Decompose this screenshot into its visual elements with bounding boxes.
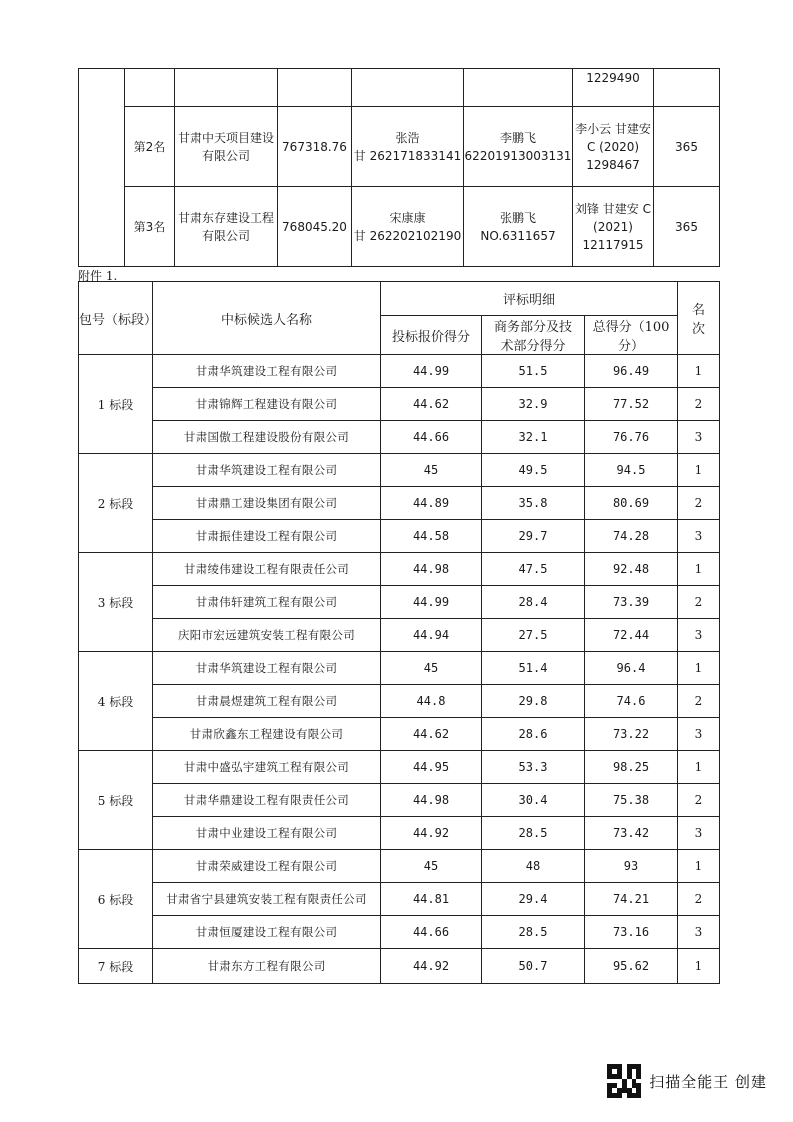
company-cell: 甘肃晨煜建筑工程有限公司 [153,685,381,718]
safety-officer-cell: 李小云 甘建安 C (2020) 1298467 [573,107,654,187]
total-score-cell: 98.25 [585,751,678,784]
bid-score-cell: 44.99 [381,355,482,388]
total-score-cell: 80.69 [585,487,678,520]
table-row [79,421,720,454]
total-score-cell: 95.62 [585,949,678,984]
bid-score-cell: 44.95 [381,751,482,784]
company-cell: 甘肃中盛弘宇建筑工程有限公司 [153,751,381,784]
bid-score-cell: 44.62 [381,388,482,421]
rank-cell: 3 [678,520,720,553]
tech-score-cell: 51.4 [482,652,585,685]
bid-score-cell: 44.99 [381,586,482,619]
bid-score-cell: 44.98 [381,784,482,817]
tech-score-cell: 49.5 [482,454,585,487]
section-label: 4 标段 [79,652,153,751]
score-table-body [79,355,720,984]
tech-score-cell: 28.5 [482,817,585,850]
tech-score-cell: 50.7 [482,949,585,984]
bid-score-cell: 44.98 [381,553,482,586]
rank-cell: 2 [678,685,720,718]
rank-cell: 2 [678,586,720,619]
tech-score-cell: 32.9 [482,388,585,421]
rank-header: 名次 [678,282,720,355]
tech-score-cell: 53.3 [482,751,585,784]
company-cell: 甘肃绫伟建设工程有限责任公司 [153,553,381,586]
rank-cell: 第2名 [125,107,175,187]
section-label: 1 标段 [79,355,153,454]
company-cell: 甘肃中业建设工程有限公司 [153,817,381,850]
table-row [79,718,720,751]
bid-score-cell: 44.66 [381,916,482,949]
total-score-cell: 96.4 [585,652,678,685]
rank-cell: 1 [678,949,720,984]
technical-lead-cell [464,187,573,267]
tech-score-cell: 29.8 [482,685,585,718]
price-cell: 767318.76 [278,107,352,187]
rank-cell [125,69,175,107]
price-cell [278,69,352,107]
tech-score-cell: 28.5 [482,916,585,949]
package-header: 包号（标段） [79,282,153,355]
company-cell: 甘肃华筑建设工程有限公司 [153,454,381,487]
tech-score-header: 商务部分及技术部分得分 [482,316,585,355]
person-name: 宋康康 [389,210,426,225]
bid-score-header: 投标报价得分 [381,316,482,355]
bid-score-cell: 44.58 [381,520,482,553]
table-row [79,355,720,388]
total-score-cell: 94.5 [585,454,678,487]
tech-score-cell: 28.6 [482,718,585,751]
person-cert-id: 62201913003131 [464,148,572,163]
table-row [79,619,720,652]
total-score-cell: 73.39 [585,586,678,619]
qr-code-icon [607,1064,641,1098]
rank-cell: 2 [678,487,720,520]
rank-cell: 1 [678,553,720,586]
rank-cell: 1 [678,850,720,883]
company-cell: 甘肃华筑建设工程有限公司 [153,355,381,388]
table-row [79,586,720,619]
person-cert-id: NO.6311657 [480,228,556,243]
total-score-header: 总得分（100 分） [585,316,678,355]
tech-score-cell: 47.5 [482,553,585,586]
days-cell: 365 [654,107,720,187]
table-row [79,454,720,487]
total-score-cell: 73.42 [585,817,678,850]
bid-score-cell: 45 [381,652,482,685]
tech-score-cell: 27.5 [482,619,585,652]
company-cell: 甘肃东方工程有限公司 [153,949,381,984]
rank-cell: 1 [678,454,720,487]
tech-score-cell: 29.7 [482,520,585,553]
person-cert-id: 甘 262171833141 [353,148,462,163]
days-cell: 365 [654,187,720,267]
company-cell: 甘肃东存建设工程有限公司 [175,187,278,267]
bid-score-cell: 45 [381,454,482,487]
rank-cell: 3 [678,718,720,751]
company-cell: 甘肃省宁县建筑安装工程有限责任公司 [153,883,381,916]
rank-cell: 3 [678,421,720,454]
winning-bidder-detail-table [78,68,720,267]
bid-score-cell: 44.89 [381,487,482,520]
rank-cell: 3 [678,916,720,949]
bid-score-cell: 44.62 [381,718,482,751]
evaluation-score-table [78,281,720,984]
table-row [79,883,720,916]
technical-lead-cell [464,107,573,187]
table-row [79,685,720,718]
rank-cell: 1 [678,652,720,685]
scanner-watermark [607,1064,767,1098]
bid-score-cell: 44.8 [381,685,482,718]
section-label: 7 标段 [79,949,153,984]
tech-score-cell: 30.4 [482,784,585,817]
bid-score-cell: 44.94 [381,619,482,652]
table-row [79,553,720,586]
table-row [79,751,720,784]
rank-cell: 2 [678,883,720,916]
section-label: 2 标段 [79,454,153,553]
total-score-cell: 74.28 [585,520,678,553]
total-score-cell: 75.38 [585,784,678,817]
company-cell: 甘肃荣威建设工程有限公司 [153,850,381,883]
safety-officer-cell: 1229490 [573,69,654,107]
rank-cell: 2 [678,388,720,421]
total-score-cell: 77.52 [585,388,678,421]
table-row [79,652,720,685]
company-cell: 甘肃伟轩建筑工程有限公司 [153,586,381,619]
table-row [79,949,720,984]
company-cell: 甘肃华鼎建设工程有限责任公司 [153,784,381,817]
table-row [79,388,720,421]
rank-cell: 第3名 [125,187,175,267]
company-cell: 甘肃恒厦建设工程有限公司 [153,916,381,949]
section-label: 5 标段 [79,751,153,850]
person-name: 张浩 [395,130,420,145]
total-score-cell: 76.76 [585,421,678,454]
detail-header: 评标明细 [381,282,678,316]
company-cell: 甘肃欣鑫东工程建设有限公司 [153,718,381,751]
company-cell: 庆阳市宏远建筑安装工程有限公司 [153,619,381,652]
section-label: 3 标段 [79,553,153,652]
section-label: 6 标段 [79,850,153,949]
rank-cell: 3 [678,619,720,652]
tech-score-cell: 32.1 [482,421,585,454]
days-cell [654,69,720,107]
total-score-cell: 96.49 [585,355,678,388]
tech-score-cell: 35.8 [482,487,585,520]
rank-cell: 1 [678,751,720,784]
table-row [79,187,720,267]
person-name: 李鹏飞 [499,130,536,145]
table-row [79,487,720,520]
company-cell: 甘肃国傲工程建设股份有限公司 [153,421,381,454]
price-cell: 768045.20 [278,187,352,267]
rank-cell: 3 [678,817,720,850]
bid-score-cell: 44.92 [381,817,482,850]
rank-cell: 1 [678,355,720,388]
total-score-cell: 73.22 [585,718,678,751]
company-cell [175,69,278,107]
total-score-cell: 92.48 [585,553,678,586]
table-row [79,850,720,883]
project-manager-cell [352,107,464,187]
safety-officer-cell: 刘锋 甘建安 C (2021) 12117915 [573,187,654,267]
person-name: 张鹏飞 [499,210,536,225]
company-cell: 甘肃锦辉工程建设有限公司 [153,388,381,421]
company-cell: 甘肃中天项目建设有限公司 [175,107,278,187]
table-row [79,784,720,817]
company-cell: 甘肃鼎工建设集团有限公司 [153,487,381,520]
bid-score-cell: 44.66 [381,421,482,454]
project-manager-cell [352,187,464,267]
footer-brand: 扫描全能王 创建 [649,1072,767,1091]
merged-cell [79,69,125,267]
project-manager-cell [352,69,464,107]
bid-score-cell: 44.81 [381,883,482,916]
candidate-header: 中标候选人名称 [153,282,381,355]
total-score-cell: 72.44 [585,619,678,652]
technical-lead-cell [464,69,573,107]
total-score-cell: 73.16 [585,916,678,949]
tech-score-cell: 48 [482,850,585,883]
tech-score-cell: 51.5 [482,355,585,388]
qr-module [636,1093,641,1098]
table-row [79,69,720,107]
bid-score-cell: 45 [381,850,482,883]
rank-cell: 2 [678,784,720,817]
tech-score-cell: 29.4 [482,883,585,916]
table-row [79,817,720,850]
table-row [79,520,720,553]
attachment-label: 附件 1. [78,269,118,283]
company-cell: 甘肃华筑建设工程有限公司 [153,652,381,685]
company-cell: 甘肃振佳建设工程有限公司 [153,520,381,553]
total-score-cell: 93 [585,850,678,883]
table-row [79,916,720,949]
tech-score-cell: 28.4 [482,586,585,619]
person-cert-id: 甘 262202102190 [353,228,462,243]
total-score-cell: 74.21 [585,883,678,916]
table-row [79,107,720,187]
total-score-cell: 74.6 [585,685,678,718]
bid-score-cell: 44.92 [381,949,482,984]
header-row [79,282,720,316]
